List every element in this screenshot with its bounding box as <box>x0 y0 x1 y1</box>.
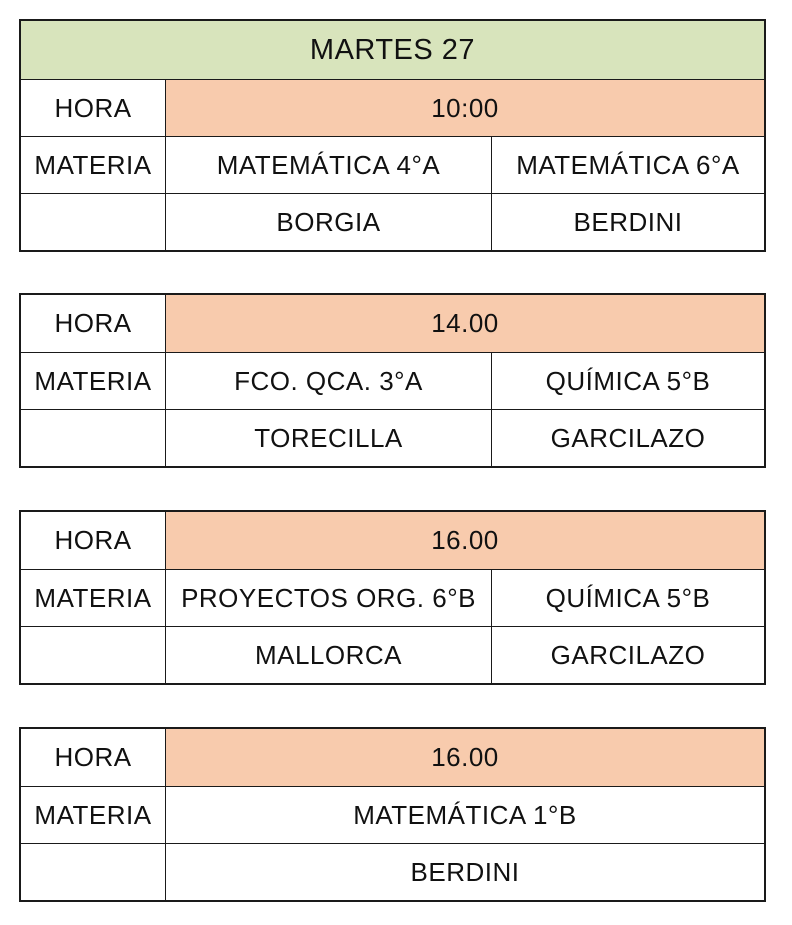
hour-value: 10:00 <box>166 80 764 136</box>
teacher-cell: BERDINI <box>410 856 520 887</box>
schedule-block-1 <box>19 19 766 252</box>
schedule-block-4 <box>19 727 766 902</box>
subject-cell: MATEMÁTICA 4°A <box>166 137 492 193</box>
teacher-row <box>21 193 764 250</box>
teacher-row <box>21 843 764 900</box>
hour-row <box>21 729 764 786</box>
schedule-block-2 <box>19 293 766 468</box>
hour-row <box>21 295 764 352</box>
teacher-cell: MALLORCA <box>166 627 492 683</box>
hour-label: HORA <box>21 729 166 786</box>
empty-label-cell <box>21 627 166 683</box>
hour-value: 14.00 <box>166 295 764 352</box>
teacher-cell: TORECILLA <box>166 410 492 466</box>
hour-row <box>21 79 764 136</box>
teacher-row <box>21 409 764 466</box>
hour-value: 16.00 <box>166 512 764 569</box>
schedule-block-3 <box>19 510 766 685</box>
page-title: MARTES 27 <box>309 33 476 66</box>
subject-label: MATERIA <box>21 353 166 409</box>
subject-cell: QUÍMICA 5°B <box>545 582 711 613</box>
teacher-cell: GARCILAZO <box>550 639 706 670</box>
hour-label: HORA <box>21 80 166 136</box>
teacher-cell: BORGIA <box>166 194 492 250</box>
subject-row <box>21 786 764 843</box>
subject-cell: FCO. QCA. 3°A <box>166 353 492 409</box>
title-row <box>21 21 764 79</box>
subject-cell: MATEMÁTICA 1°B <box>353 799 577 830</box>
subject-cell: PROYECTOS ORG. 6°B <box>166 570 492 626</box>
hour-row <box>21 512 764 569</box>
hour-value: 16.00 <box>166 729 764 786</box>
hour-label: HORA <box>21 512 166 569</box>
subject-cell: MATEMÁTICA 6°A <box>516 149 740 180</box>
teacher-cell: GARCILAZO <box>550 422 706 453</box>
subject-cell: QUÍMICA 5°B <box>545 365 711 396</box>
subject-label: MATERIA <box>21 137 166 193</box>
hour-label: HORA <box>21 295 166 352</box>
teacher-cell: BERDINI <box>573 206 683 237</box>
subject-row <box>21 569 764 626</box>
subject-label: MATERIA <box>21 570 166 626</box>
teacher-row <box>21 626 764 683</box>
empty-label-cell <box>21 844 166 900</box>
subject-row <box>21 352 764 409</box>
subject-label: MATERIA <box>21 787 166 843</box>
empty-label-cell <box>21 410 166 466</box>
subject-row <box>21 136 764 193</box>
empty-label-cell <box>21 194 166 250</box>
